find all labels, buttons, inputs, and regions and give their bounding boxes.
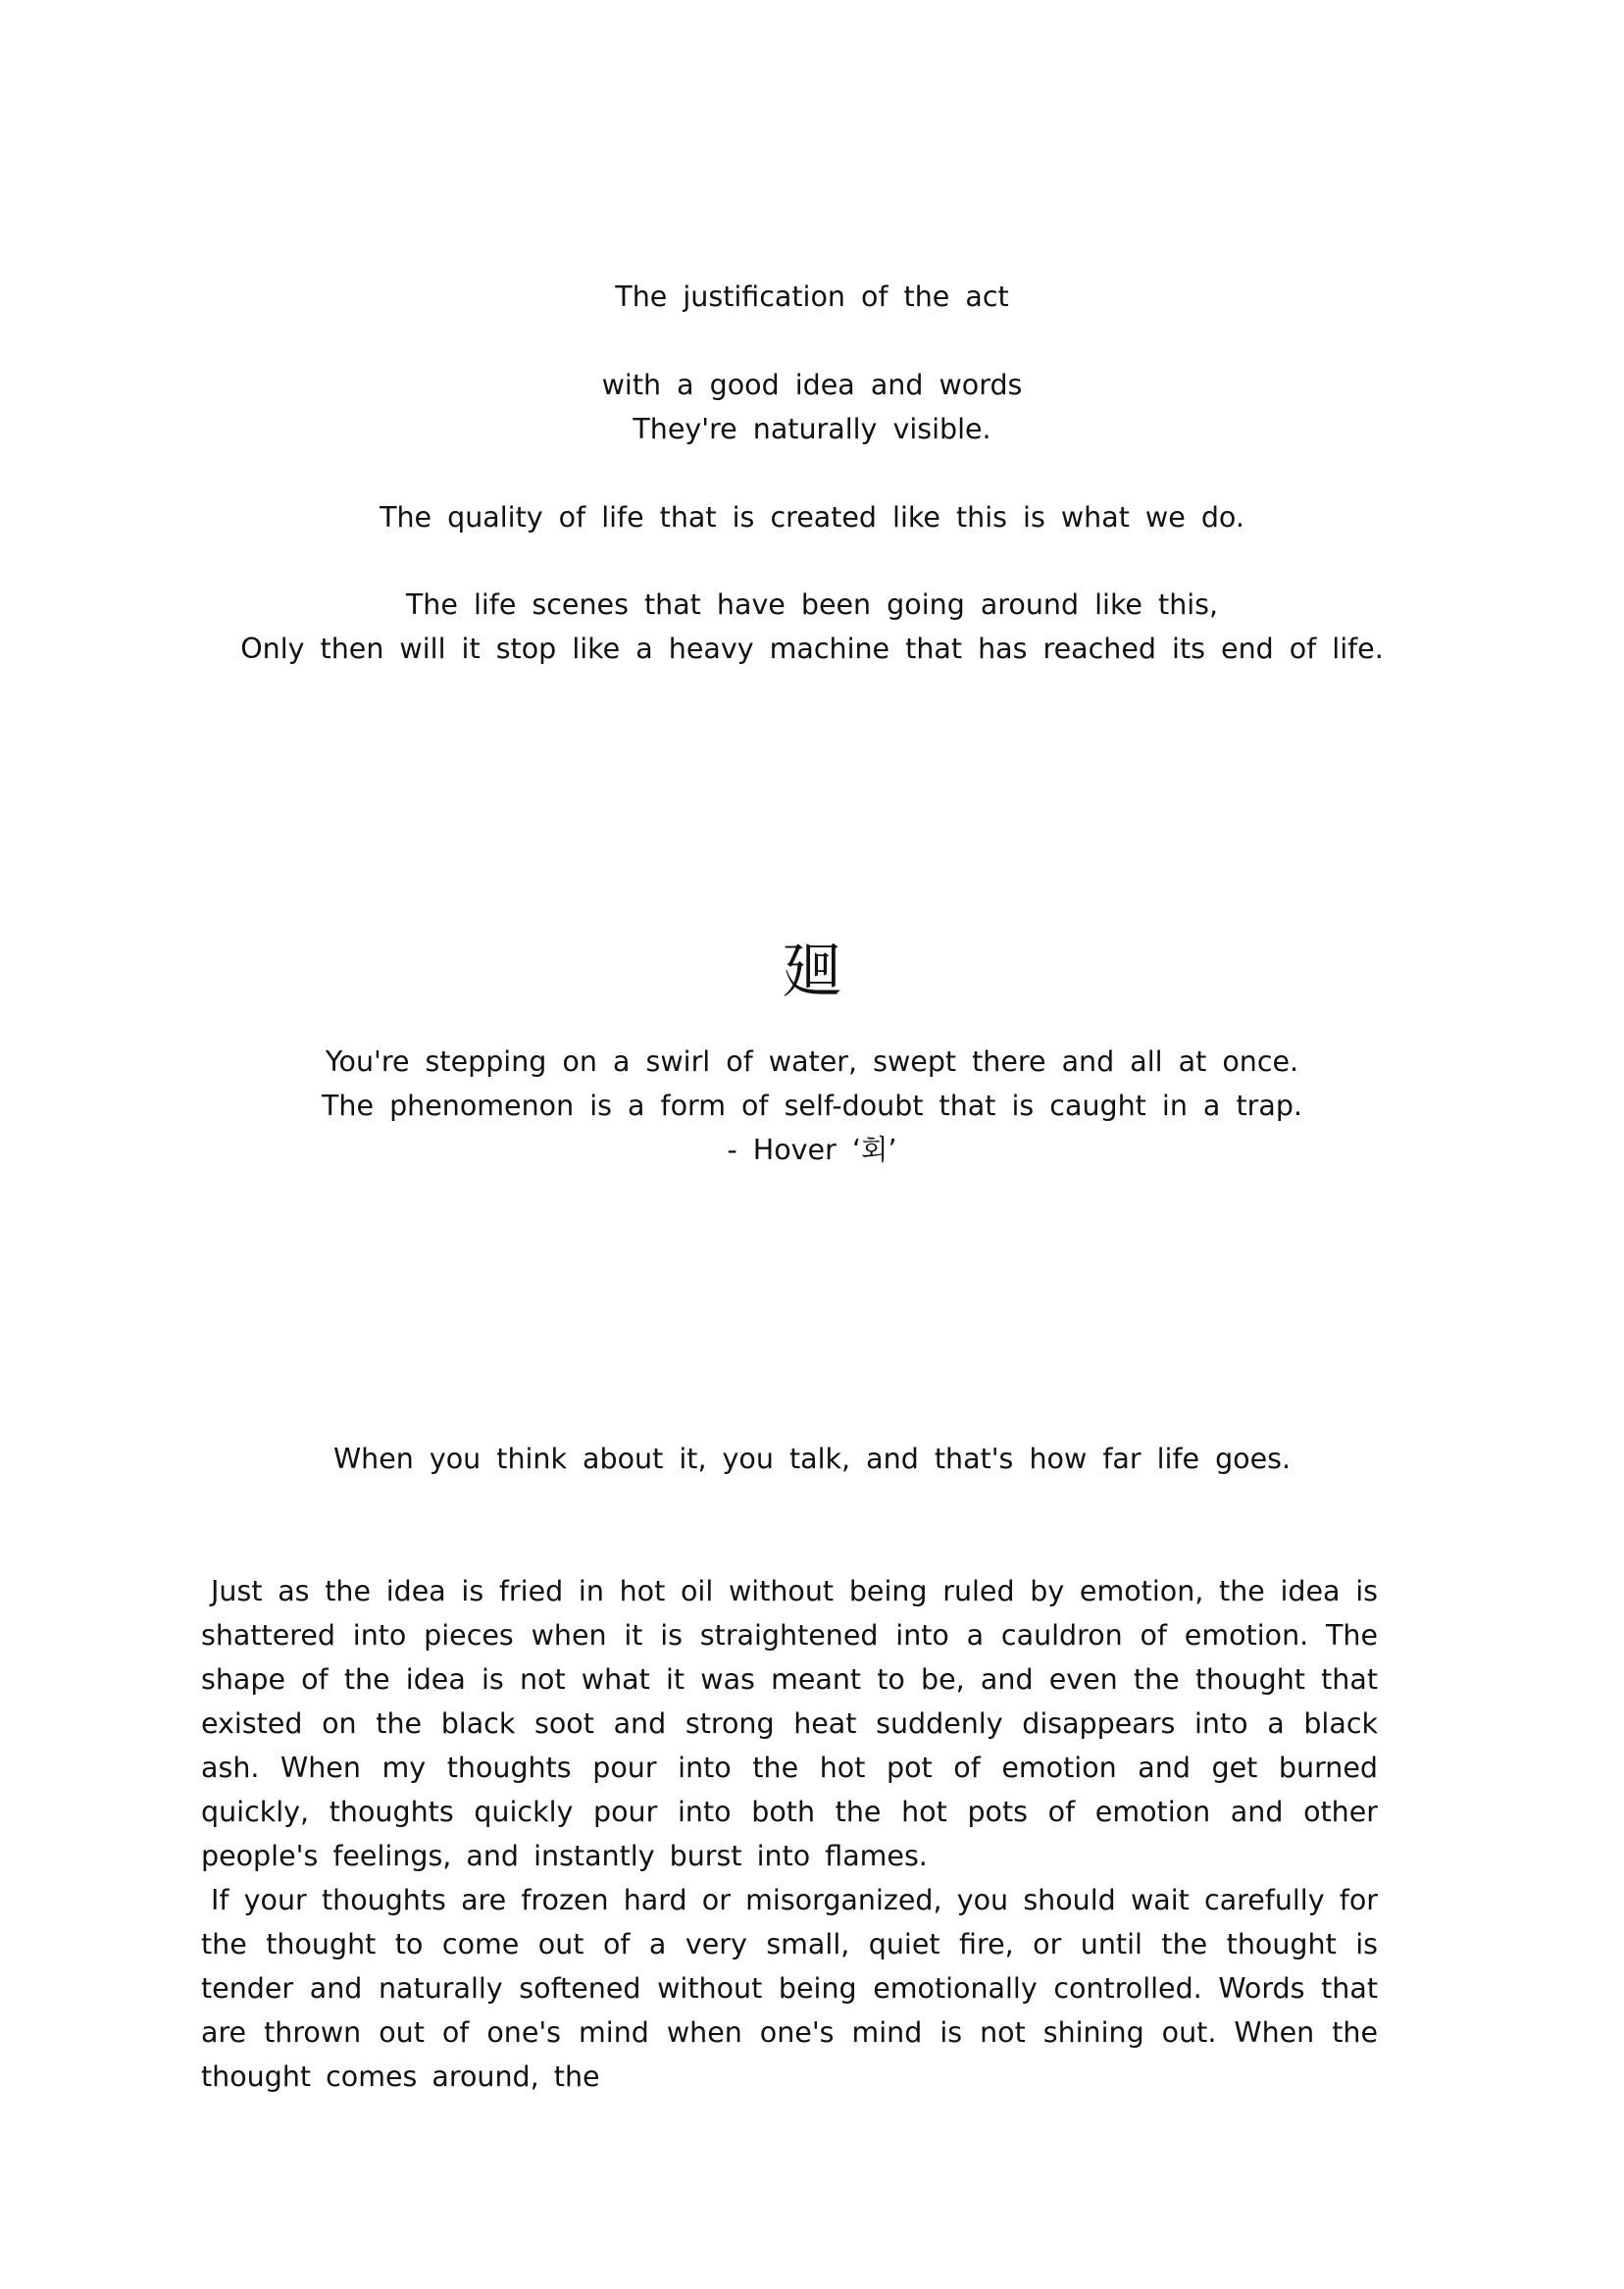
verse-line: with a good idea and words: [601, 369, 1023, 401]
verse-stanza: [0, 495, 1624, 539]
verse-line: The justification of the act: [615, 280, 1009, 313]
closing-line: [0, 1437, 1624, 1481]
closing-line-text: When you think about it, you talk, and that's how far life goes.: [332, 1443, 1292, 1475]
paragraph: Just as the idea is fried in hot oil without being ruled by emotion, the idea is shattered into pieces when it is straightened into a cauldron of emotion. The shape of the idea is not what it was meant to be, and even the thought that existed on the black soot and strong heat suddenly disappears into a black ash. When my thoughts pour into the hot pot of emotion and get burned quickly, thoughts quickly pour into both the hot pots of emotion and other people's feelings, and instantly burst into flames.: [201, 1575, 1378, 1872]
verse-line: Only then will it stop like a heavy machine that has reached its end of life.: [240, 633, 1384, 665]
verse-stanza: [0, 275, 1624, 319]
verse-stanza: [0, 363, 1624, 451]
quote-block: [0, 1040, 1624, 1172]
verse-stanza: [0, 583, 1624, 671]
verse-line: They're naturally visible.: [633, 413, 991, 445]
quote-line: You're stepping on a swirl of water, swept there and all at once.: [325, 1045, 1299, 1078]
hanja-character: 廻: [781, 935, 842, 1006]
quote-line: The phenomenon is a form of self-doubt that is caught in a trap.: [322, 1090, 1302, 1122]
verse-line: The life scenes that have been going around like this,: [405, 588, 1219, 621]
paragraph: If your thoughts are frozen hard or misorganized, you should wait carefully for the thought to come out of a very small, quiet fire, or until the thought is tender and naturally softened without being emotionally controlled. Words that are thrown out of one's mind when one's mind is not shining out. When the thought comes around, the: [201, 1884, 1378, 2093]
quote-attribution: - Hover ‘회’: [727, 1134, 897, 1166]
prose-body: [201, 1569, 1378, 2099]
verse-line: The quality of life that is created like this is what we do.: [380, 501, 1244, 534]
